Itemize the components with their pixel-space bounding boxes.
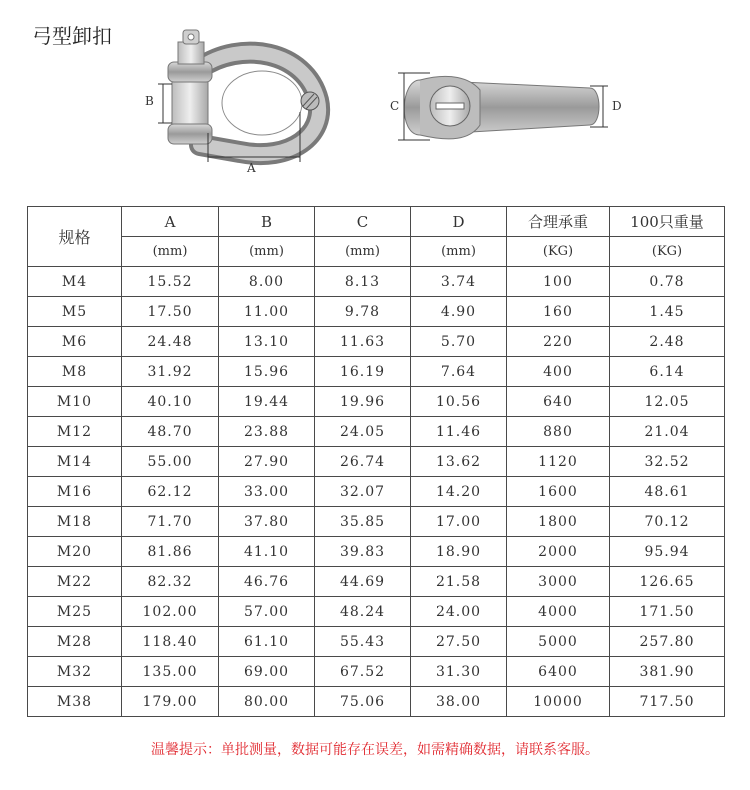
unit-header: (KG) bbox=[507, 237, 610, 267]
value-cell: 32.07 bbox=[315, 477, 411, 507]
unit-header: (mm) bbox=[219, 237, 315, 267]
page-title: 弓型卸扣 bbox=[32, 24, 112, 48]
value-cell: 10.56 bbox=[411, 387, 507, 417]
spec-cell: M5 bbox=[28, 297, 122, 327]
value-cell: 24.48 bbox=[122, 327, 219, 357]
table-row bbox=[28, 297, 725, 327]
value-cell: 7.64 bbox=[411, 357, 507, 387]
value-cell: 26.74 bbox=[315, 447, 411, 477]
value-cell: 55.00 bbox=[122, 447, 219, 477]
shackle-diagram bbox=[0, 0, 750, 200]
value-cell: 16.19 bbox=[315, 357, 411, 387]
table-row bbox=[28, 567, 725, 597]
table-body bbox=[28, 267, 725, 717]
value-cell: 41.10 bbox=[219, 537, 315, 567]
value-cell: 33.00 bbox=[219, 477, 315, 507]
spec-cell: M12 bbox=[28, 417, 122, 447]
shackle-side-view bbox=[390, 73, 622, 140]
value-cell: 48.61 bbox=[610, 477, 725, 507]
value-cell: 2000 bbox=[507, 537, 610, 567]
value-cell: 32.52 bbox=[610, 447, 725, 477]
spec-cell: M20 bbox=[28, 537, 122, 567]
value-cell: 67.52 bbox=[315, 657, 411, 687]
shackle-front-view bbox=[145, 30, 319, 175]
value-cell: 81.86 bbox=[122, 537, 219, 567]
table-row bbox=[28, 447, 725, 477]
value-cell: 57.00 bbox=[219, 597, 315, 627]
unit-header: (mm) bbox=[315, 237, 411, 267]
value-cell: 69.00 bbox=[219, 657, 315, 687]
spec-cell: M6 bbox=[28, 327, 122, 357]
spec-cell: M4 bbox=[28, 267, 122, 297]
value-cell: 257.80 bbox=[610, 627, 725, 657]
column-header: 100只重量 bbox=[610, 207, 725, 237]
value-cell: 3.74 bbox=[411, 267, 507, 297]
value-cell: 12.05 bbox=[610, 387, 725, 417]
column-header: 合理承重 bbox=[507, 207, 610, 237]
value-cell: 6.14 bbox=[610, 357, 725, 387]
value-cell: 24.00 bbox=[411, 597, 507, 627]
unit-header: (mm) bbox=[122, 237, 219, 267]
value-cell: 4.90 bbox=[411, 297, 507, 327]
value-cell: 15.52 bbox=[122, 267, 219, 297]
value-cell: 21.58 bbox=[411, 567, 507, 597]
unit-header: (mm) bbox=[411, 237, 507, 267]
value-cell: 17.00 bbox=[411, 507, 507, 537]
value-cell: 1600 bbox=[507, 477, 610, 507]
table-row bbox=[28, 417, 725, 447]
spec-cell: M10 bbox=[28, 387, 122, 417]
value-cell: 39.83 bbox=[315, 537, 411, 567]
value-cell: 11.63 bbox=[315, 327, 411, 357]
value-cell: 8.00 bbox=[219, 267, 315, 297]
value-cell: 27.90 bbox=[219, 447, 315, 477]
value-cell: 0.78 bbox=[610, 267, 725, 297]
value-cell: 102.00 bbox=[122, 597, 219, 627]
value-cell: 220 bbox=[507, 327, 610, 357]
value-cell: 381.90 bbox=[610, 657, 725, 687]
value-cell: 82.32 bbox=[122, 567, 219, 597]
value-cell: 35.85 bbox=[315, 507, 411, 537]
value-cell: 15.96 bbox=[219, 357, 315, 387]
column-header: A bbox=[122, 207, 219, 237]
value-cell: 126.65 bbox=[610, 567, 725, 597]
spec-cell: M25 bbox=[28, 597, 122, 627]
spec-cell: M8 bbox=[28, 357, 122, 387]
value-cell: 14.20 bbox=[411, 477, 507, 507]
spec-column-header: 规格 bbox=[28, 207, 122, 267]
column-header: B bbox=[219, 207, 315, 237]
value-cell: 19.96 bbox=[315, 387, 411, 417]
spec-table bbox=[27, 206, 725, 717]
value-cell: 11.00 bbox=[219, 297, 315, 327]
value-cell: 18.90 bbox=[411, 537, 507, 567]
value-cell: 640 bbox=[507, 387, 610, 417]
label-a: A bbox=[247, 161, 256, 175]
value-cell: 118.40 bbox=[122, 627, 219, 657]
label-c: C bbox=[390, 99, 400, 113]
table-row bbox=[28, 537, 725, 567]
table-row bbox=[28, 477, 725, 507]
label-d: D bbox=[612, 99, 622, 113]
value-cell: 75.06 bbox=[315, 687, 411, 717]
value-cell: 44.69 bbox=[315, 567, 411, 597]
table-row bbox=[28, 657, 725, 687]
value-cell: 48.70 bbox=[122, 417, 219, 447]
value-cell: 31.92 bbox=[122, 357, 219, 387]
value-cell: 171.50 bbox=[610, 597, 725, 627]
value-cell: 9.78 bbox=[315, 297, 411, 327]
value-cell: 5.70 bbox=[411, 327, 507, 357]
table-header-row bbox=[28, 207, 725, 237]
value-cell: 5000 bbox=[507, 627, 610, 657]
table-row bbox=[28, 627, 725, 657]
unit-header: (KG) bbox=[610, 237, 725, 267]
value-cell: 70.12 bbox=[610, 507, 725, 537]
value-cell: 6400 bbox=[507, 657, 610, 687]
table-row bbox=[28, 267, 725, 297]
table-row bbox=[28, 327, 725, 357]
value-cell: 23.88 bbox=[219, 417, 315, 447]
value-cell: 11.46 bbox=[411, 417, 507, 447]
value-cell: 61.10 bbox=[219, 627, 315, 657]
value-cell: 1800 bbox=[507, 507, 610, 537]
value-cell: 1120 bbox=[507, 447, 610, 477]
table-row bbox=[28, 507, 725, 537]
value-cell: 31.30 bbox=[411, 657, 507, 687]
value-cell: 135.00 bbox=[122, 657, 219, 687]
value-cell: 4000 bbox=[507, 597, 610, 627]
table-row bbox=[28, 597, 725, 627]
spec-cell: M14 bbox=[28, 447, 122, 477]
disclaimer-note: 温馨提示：单批测量，数据可能存在误差，如需精确数据，请联系客服。 bbox=[151, 742, 599, 758]
value-cell: 2.48 bbox=[610, 327, 725, 357]
value-cell: 3000 bbox=[507, 567, 610, 597]
value-cell: 27.50 bbox=[411, 627, 507, 657]
value-cell: 24.05 bbox=[315, 417, 411, 447]
table-unit-row bbox=[28, 237, 725, 267]
spec-cell: M18 bbox=[28, 507, 122, 537]
value-cell: 80.00 bbox=[219, 687, 315, 717]
value-cell: 40.10 bbox=[122, 387, 219, 417]
value-cell: 71.70 bbox=[122, 507, 219, 537]
value-cell: 100 bbox=[507, 267, 610, 297]
value-cell: 13.10 bbox=[219, 327, 315, 357]
value-cell: 55.43 bbox=[315, 627, 411, 657]
value-cell: 179.00 bbox=[122, 687, 219, 717]
spec-cell: M22 bbox=[28, 567, 122, 597]
column-header: C bbox=[315, 207, 411, 237]
value-cell: 21.04 bbox=[610, 417, 725, 447]
value-cell: 95.94 bbox=[610, 537, 725, 567]
value-cell: 1.45 bbox=[610, 297, 725, 327]
spec-cell: M28 bbox=[28, 627, 122, 657]
spec-cell: M32 bbox=[28, 657, 122, 687]
value-cell: 38.00 bbox=[411, 687, 507, 717]
column-header: D bbox=[411, 207, 507, 237]
label-b: B bbox=[145, 94, 154, 108]
value-cell: 10000 bbox=[507, 687, 610, 717]
value-cell: 880 bbox=[507, 417, 610, 447]
value-cell: 17.50 bbox=[122, 297, 219, 327]
value-cell: 8.13 bbox=[315, 267, 411, 297]
value-cell: 46.76 bbox=[219, 567, 315, 597]
value-cell: 62.12 bbox=[122, 477, 219, 507]
spec-cell: M16 bbox=[28, 477, 122, 507]
value-cell: 13.62 bbox=[411, 447, 507, 477]
value-cell: 19.44 bbox=[219, 387, 315, 417]
table-row bbox=[28, 357, 725, 387]
value-cell: 160 bbox=[507, 297, 610, 327]
value-cell: 717.50 bbox=[610, 687, 725, 717]
value-cell: 37.80 bbox=[219, 507, 315, 537]
value-cell: 400 bbox=[507, 357, 610, 387]
spec-cell: M38 bbox=[28, 687, 122, 717]
value-cell: 48.24 bbox=[315, 597, 411, 627]
table-row bbox=[28, 687, 725, 717]
table-row bbox=[28, 387, 725, 417]
